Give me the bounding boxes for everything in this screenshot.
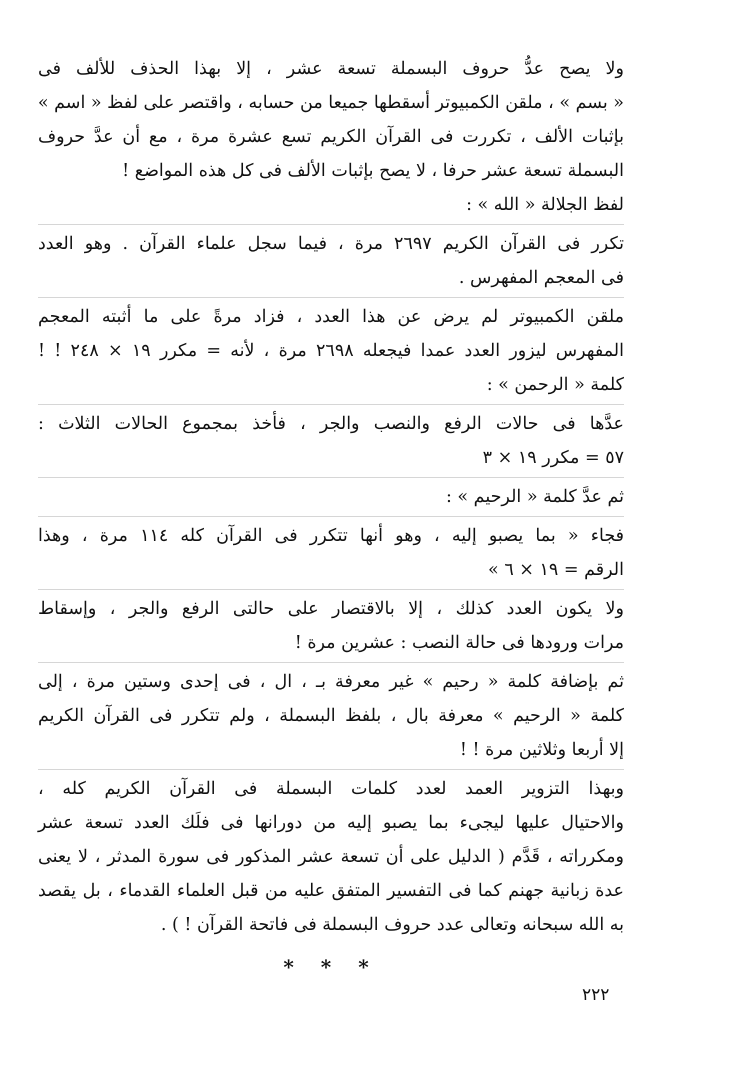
text-line: به الله سبحانه وتعالى عدد حروف البسملة فى فاتحة القرآن ! ) . — [160, 915, 624, 935]
divider — [38, 769, 624, 770]
text-line: ثم بإضافة كلمة « رحيم » غير معرفة بـ ، ال ، فى إحدى وستين مرة ، إلى — [38, 672, 624, 692]
paragraph-raheem-heading — [38, 480, 624, 514]
divider — [38, 516, 624, 517]
page-number: ٢٢٢ — [582, 985, 610, 1005]
text-line: إلا أربعا وثلاثين مرة ! ! — [459, 740, 624, 760]
section-ornament: * * * — [283, 955, 379, 979]
paragraph-allah-count — [38, 227, 624, 295]
paragraph-raheem-count — [38, 519, 624, 587]
paragraph-basmala-letters — [38, 52, 624, 222]
paragraph-adding-raheem — [38, 665, 624, 767]
divider — [38, 297, 624, 298]
text-line: « بسم » ، ملقن الكمبيوتر أسقطها جميعا من حسابه ، واقتصر على لفظ « اسم » — [37, 93, 624, 113]
text-line: فجاء « بما يصبو إليه ، وهو أنها تتكرر فى القرآن كله ١١٤ مرة ، وهذا — [38, 526, 624, 546]
text-line: عدة زبانية جهنم كما فى التفسير المتفق عليه من قبل العلماء القدماء ، بل يقصد — [38, 881, 624, 901]
text-line: البسملة تسعة عشر حرفا ، لا يصح بإثبات الألف فى كل هذه المواضع ! — [122, 161, 624, 181]
text-line: فى المعجم المفهرس . — [458, 268, 624, 288]
text-line: عدَّها فى حالات الرفع والنصب والجر ، فأخذ بمجموع الحالات الثلاث : — [38, 414, 624, 434]
paragraph-conclusion — [38, 772, 624, 942]
divider — [38, 477, 624, 478]
text-line: بإثبات الألف ، تكررت فى القرآن الكريم تسع عشرة مرة ، مع أن عدَّ حروف — [38, 127, 624, 147]
text-line: تكرر فى القرآن الكريم ٢٦٩٧ مرة ، فيما سجل علماء القرآن . وهو العدد — [38, 234, 624, 254]
divider — [38, 404, 624, 405]
text-line: ومكرراته ، قَدَّم ( الدليل على أن تسعة عشر المذكور فى سورة المدثر ، لا يعنى — [38, 847, 624, 867]
paragraph-computer-added — [38, 300, 624, 402]
text-line: والاحتيال عليها ليجىء بما يصبو إليه من دورانها فى فلَك العدد تسعة عشر — [38, 813, 624, 833]
section-heading-raheem: ثم عدَّ كلمة « الرحيم » : — [445, 487, 624, 507]
text-line: ٥٧ = مكرر ١٩ × ٣ — [482, 448, 624, 468]
text-line: ملقن الكمبيوتر لم يرض عن هذا العدد ، فزاد مرةً على ما أثبته المعجم — [38, 307, 624, 327]
text-line: المفهرس ليزور العدد عمدا فيجعله ٢٦٩٨ مرة ، لأنه = مكرر ١٩ × ٢٤٨ ! ! — [38, 341, 625, 361]
text-line: الرقم = ١٩ × ٦ » — [488, 560, 624, 580]
divider — [38, 589, 624, 590]
paragraph-rahman-count — [38, 407, 624, 475]
paragraph-dropping-accusative — [38, 592, 624, 660]
divider — [38, 224, 624, 225]
text-line: مرات ورودها فى حالة النصب : عشرين مرة ! — [294, 633, 624, 653]
section-heading-rahman: كلمة « الرحمن » : — [486, 375, 624, 395]
divider — [38, 662, 624, 663]
text-line: كلمة « الرحيم » معرفة بال ، بلفظ البسملة ، ولم تتكرر فى القرآن الكريم — [38, 706, 624, 726]
section-heading-allah: لفظ الجلالة « الله » : — [466, 195, 624, 215]
text-line: ولا يصح عدُّ حروف البسملة تسعة عشر ، إلا بهذا الحذف للألف فى — [38, 59, 624, 79]
text-line: ولا يكون العدد كذلك ، إلا بالاقتصار على حالتى الرفع والجر ، وإسقاط — [38, 599, 624, 619]
text-line: وبهذا التزوير العمد لعدد كلمات البسملة فى القرآن الكريم كله ، — [38, 779, 624, 799]
document-body — [38, 52, 624, 984]
